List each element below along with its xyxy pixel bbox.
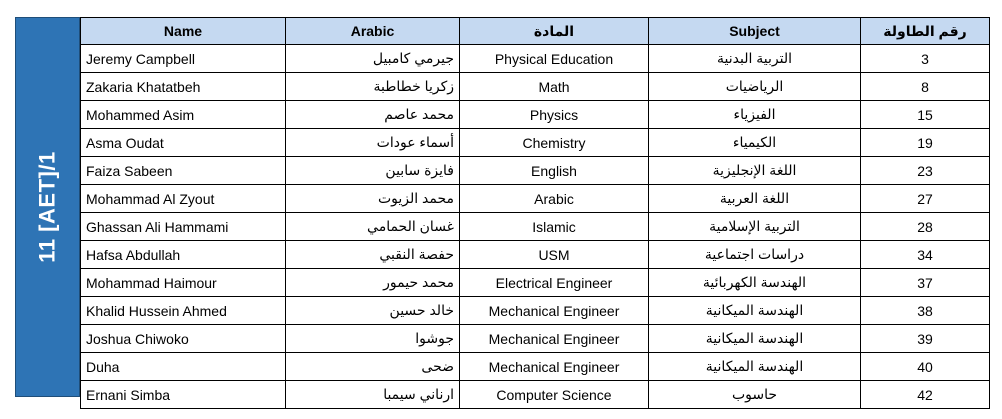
cell-name[interactable]: Mohammed Asim (81, 101, 286, 129)
cell-name[interactable]: Asma Oudat (81, 129, 286, 157)
cell-name[interactable]: Jeremy Campbell (81, 45, 286, 73)
cell-name[interactable]: Faiza Sabeen (81, 157, 286, 185)
cell-name[interactable]: Zakaria Khatatbeh (81, 73, 286, 101)
table-row (81, 297, 990, 325)
table-row (81, 213, 990, 241)
cell-arabic-name[interactable]: حفصة النقبي (286, 241, 460, 269)
header-name[interactable]: Name (81, 18, 286, 45)
cell-table-number[interactable]: 23 (861, 157, 990, 185)
cell-arabic-name[interactable]: أسماء عودات (286, 129, 460, 157)
cell-arabic-name[interactable]: خالد حسين (286, 297, 460, 325)
cell-subject-arabic[interactable]: اللغة الإنجليزية (649, 157, 861, 185)
cell-table-number[interactable]: 3 (861, 45, 990, 73)
table-row (81, 325, 990, 353)
cell-table-number[interactable]: 28 (861, 213, 990, 241)
header-arabic[interactable]: Arabic (286, 18, 460, 45)
cell-name[interactable]: Joshua Chiwoko (81, 325, 286, 353)
table-row (81, 185, 990, 213)
cell-name[interactable]: Khalid Hussein Ahmed (81, 297, 286, 325)
cell-table-number[interactable]: 42 (861, 381, 990, 409)
cell-subject-arabic[interactable]: حاسوب (649, 381, 861, 409)
cell-subject[interactable]: Mechanical Engineer (460, 353, 649, 381)
cell-subject-arabic[interactable]: الرياضيات (649, 73, 861, 101)
table-row (81, 101, 990, 129)
cell-arabic-name[interactable]: فايزة سابين (286, 157, 460, 185)
cell-table-number[interactable]: 40 (861, 353, 990, 381)
cell-subject-arabic[interactable]: الهندسة الميكانية (649, 353, 861, 381)
cell-arabic-name[interactable]: ضحى (286, 353, 460, 381)
cell-subject-arabic[interactable]: الهندسة الكهربائية (649, 269, 861, 297)
table-row (81, 73, 990, 101)
cell-subject[interactable]: USM (460, 241, 649, 269)
cell-name[interactable]: Ernani Simba (81, 381, 286, 409)
cell-subject-arabic[interactable]: اللغة العربية (649, 185, 861, 213)
cell-name[interactable]: Duha (81, 353, 286, 381)
table-row (81, 353, 990, 381)
cell-subject-arabic[interactable]: التربية الإسلامية (649, 213, 861, 241)
table-row (81, 241, 990, 269)
class-label: 11 [AET]/1 (34, 151, 60, 263)
cell-subject[interactable]: Mechanical Engineer (460, 297, 649, 325)
cell-subject-arabic[interactable]: الهندسة الميكانية (649, 297, 861, 325)
cell-table-number[interactable]: 15 (861, 101, 990, 129)
cell-subject-arabic[interactable]: الفيزياء (649, 101, 861, 129)
cell-table-number[interactable]: 34 (861, 241, 990, 269)
teacher-table (80, 17, 990, 409)
cell-arabic-name[interactable]: زكريا خطاطبة (286, 73, 460, 101)
cell-subject-arabic[interactable]: التربية البدنية (649, 45, 861, 73)
header-subject[interactable]: Subject (649, 18, 861, 45)
cell-name[interactable]: Hafsa Abdullah (81, 241, 286, 269)
cell-arabic-name[interactable]: جوشوا (286, 325, 460, 353)
cell-subject[interactable]: Chemistry (460, 129, 649, 157)
table-row (81, 45, 990, 73)
cell-arabic-name[interactable]: غسان الحمامي (286, 213, 460, 241)
cell-subject-arabic[interactable]: الهندسة الميكانية (649, 325, 861, 353)
class-label-cell (15, 17, 80, 397)
cell-table-number[interactable]: 38 (861, 297, 990, 325)
cell-arabic-name[interactable]: محمد الزيوت (286, 185, 460, 213)
cell-subject[interactable]: Mechanical Engineer (460, 325, 649, 353)
cell-subject[interactable]: Physical Education (460, 45, 649, 73)
table-row (81, 129, 990, 157)
spreadsheet-sheet (15, 17, 989, 403)
cell-subject[interactable]: Physics (460, 101, 649, 129)
cell-table-number[interactable]: 8 (861, 73, 990, 101)
cell-subject[interactable]: Arabic (460, 185, 649, 213)
cell-subject-arabic[interactable]: دراسات اجتماعية (649, 241, 861, 269)
cell-subject[interactable]: Computer Science (460, 381, 649, 409)
header-subject-arabic[interactable]: المادة (460, 18, 649, 45)
header-row (81, 18, 990, 45)
table-row (81, 269, 990, 297)
cell-table-number[interactable]: 39 (861, 325, 990, 353)
cell-arabic-name[interactable]: محمد عاصم (286, 101, 460, 129)
cell-name[interactable]: Mohammad Haimour (81, 269, 286, 297)
table-row (81, 381, 990, 409)
table-row (81, 157, 990, 185)
cell-arabic-name[interactable]: جيرمي كامبيل (286, 45, 460, 73)
cell-subject[interactable]: Math (460, 73, 649, 101)
cell-table-number[interactable]: 27 (861, 185, 990, 213)
cell-subject[interactable]: Islamic (460, 213, 649, 241)
cell-table-number[interactable]: 19 (861, 129, 990, 157)
cell-name[interactable]: Ghassan Ali Hammami (81, 213, 286, 241)
cell-name[interactable]: Mohammad Al Zyout (81, 185, 286, 213)
header-table-number[interactable]: رقم الطاولة (861, 18, 990, 45)
cell-subject[interactable]: Electrical Engineer (460, 269, 649, 297)
cell-subject-arabic[interactable]: الكيمياء (649, 129, 861, 157)
cell-arabic-name[interactable]: محمد حيمور (286, 269, 460, 297)
cell-arabic-name[interactable]: ارناني سيمبا (286, 381, 460, 409)
cell-subject[interactable]: English (460, 157, 649, 185)
cell-table-number[interactable]: 37 (861, 269, 990, 297)
